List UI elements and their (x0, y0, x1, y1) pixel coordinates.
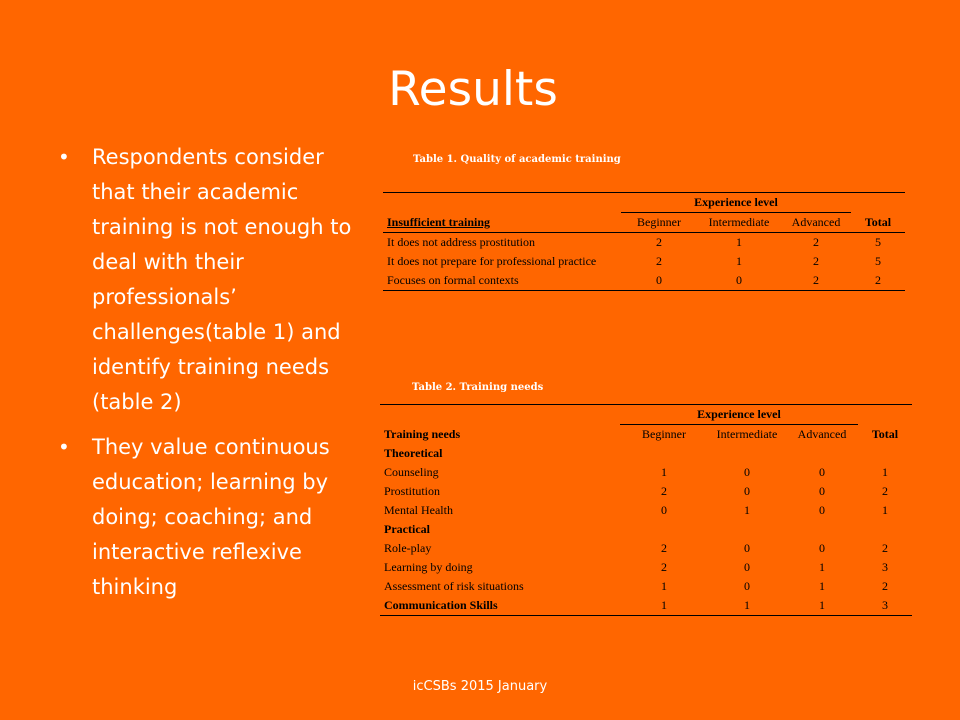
table1-header-cell: Intermediate (697, 213, 781, 233)
table-cell: 2 (813, 254, 819, 268)
table-row (380, 596, 912, 616)
table-cell: 1 (744, 503, 750, 517)
table-cell: 2 (661, 484, 667, 498)
table-cell: It does not prepare for professional practice (387, 254, 597, 268)
table-cell: 0 (697, 271, 781, 291)
table2-group-header: Experience level (620, 405, 858, 425)
table1-header-cell: Total (851, 213, 905, 233)
table2-group-header-row (380, 405, 912, 425)
table2-header-cell: Beginner (642, 427, 686, 441)
table-row (380, 463, 912, 482)
table-cell: Assessment of risk situations (384, 579, 524, 593)
table-row (383, 233, 905, 253)
bullet-text: Respondents consider that their academic training is not enough to deal with their professionals’ challenges(table 1) and identify training needs (table 2) (92, 145, 352, 414)
table2-header-cell: Advanced (797, 427, 847, 441)
table-cell: 1 (736, 254, 742, 268)
bullet-dot-icon: • (58, 145, 70, 169)
table-cell: 0 (819, 484, 825, 498)
table1 (383, 192, 905, 291)
table-cell: 2 (656, 235, 662, 249)
table-cell: Prostitution (384, 484, 441, 498)
table-cell: 2 (661, 560, 667, 574)
table-cell: 1 (620, 596, 708, 616)
table-cell: Focuses on formal contexts (383, 271, 621, 291)
table-cell: 1 (736, 235, 742, 249)
bullet-item (56, 430, 356, 605)
table2-header-cell: Training needs (384, 426, 461, 441)
table-section-row (380, 444, 912, 463)
table1-header-cell: Beginner (621, 213, 697, 233)
table2-header-cell: Intermediate (716, 427, 778, 441)
table-cell: 3 (858, 596, 912, 616)
table2-caption: Table 2. Training needs (412, 382, 544, 393)
table-cell: 1 (786, 596, 858, 616)
table-cell: 0 (621, 271, 697, 291)
table2-header-row (380, 425, 912, 445)
table-cell: 1 (708, 596, 786, 616)
bullet-text: They value continuous education; learning by doing; coaching; and interactive reflexive thinking (92, 435, 330, 599)
bullet-list (56, 140, 356, 615)
table-cell: 0 (744, 579, 750, 593)
table-cell: 1 (661, 465, 667, 479)
table-cell: Learning by doing (384, 560, 473, 574)
table-section-row (380, 520, 912, 539)
table-row (380, 558, 912, 577)
table-cell: 0 (661, 503, 667, 517)
table-cell: 2 (851, 271, 905, 291)
table-cell: 3 (882, 560, 888, 574)
table-cell: 2 (781, 271, 851, 291)
table-cell: 0 (819, 465, 825, 479)
table-cell: 1 (661, 579, 667, 593)
table-cell: 2 (656, 254, 662, 268)
table-cell: 1 (882, 465, 888, 479)
table-cell: 0 (744, 484, 750, 498)
table1-group-header: Experience level (621, 193, 851, 213)
table2-block (380, 382, 912, 616)
table-section-label: Practical (384, 522, 430, 536)
table-cell: 2 (661, 541, 667, 555)
table-row (383, 271, 905, 291)
table1-caption: Table 1. Quality of academic training (413, 154, 621, 165)
table-cell: 2 (882, 579, 888, 593)
table-row (380, 577, 912, 596)
table-cell: 5 (875, 254, 881, 268)
table1-group-header-row (383, 193, 905, 213)
table-cell: Role-play (384, 541, 432, 555)
table1-header-cell: Insufficient training (383, 213, 621, 233)
table-cell: It does not address prostitution (387, 235, 535, 249)
table-cell: 1 (819, 579, 825, 593)
table-cell: 5 (875, 235, 881, 249)
table-cell: 2 (882, 484, 888, 498)
table1-header-row (383, 213, 905, 233)
bullet-item (56, 140, 356, 420)
table-section-label: Theoretical (384, 446, 443, 460)
table1-block (383, 154, 905, 291)
table-row (383, 252, 905, 271)
table-cell: 0 (744, 560, 750, 574)
table-cell: 0 (744, 541, 750, 555)
table-cell: 0 (744, 465, 750, 479)
table-cell: 2 (813, 235, 819, 249)
table-row (380, 482, 912, 501)
table-cell: 0 (819, 503, 825, 517)
table-cell: Communication Skills (380, 596, 620, 616)
table1-header-cell: Advanced (781, 213, 851, 233)
table2 (380, 404, 912, 616)
table-cell: 1 (819, 560, 825, 574)
bullet-dot-icon: • (58, 435, 70, 459)
slide-title: Results (388, 62, 558, 117)
table-cell: 1 (882, 503, 888, 517)
table2-header-cell: Total (871, 426, 899, 441)
table-cell: Mental Health (384, 503, 453, 517)
table-row (380, 539, 912, 558)
table-cell: 0 (819, 541, 825, 555)
slide-footer: icCSBs 2015 January (412, 679, 548, 694)
table-cell: 2 (882, 541, 888, 555)
table-cell: Counseling (384, 465, 439, 479)
table-row (380, 501, 912, 520)
